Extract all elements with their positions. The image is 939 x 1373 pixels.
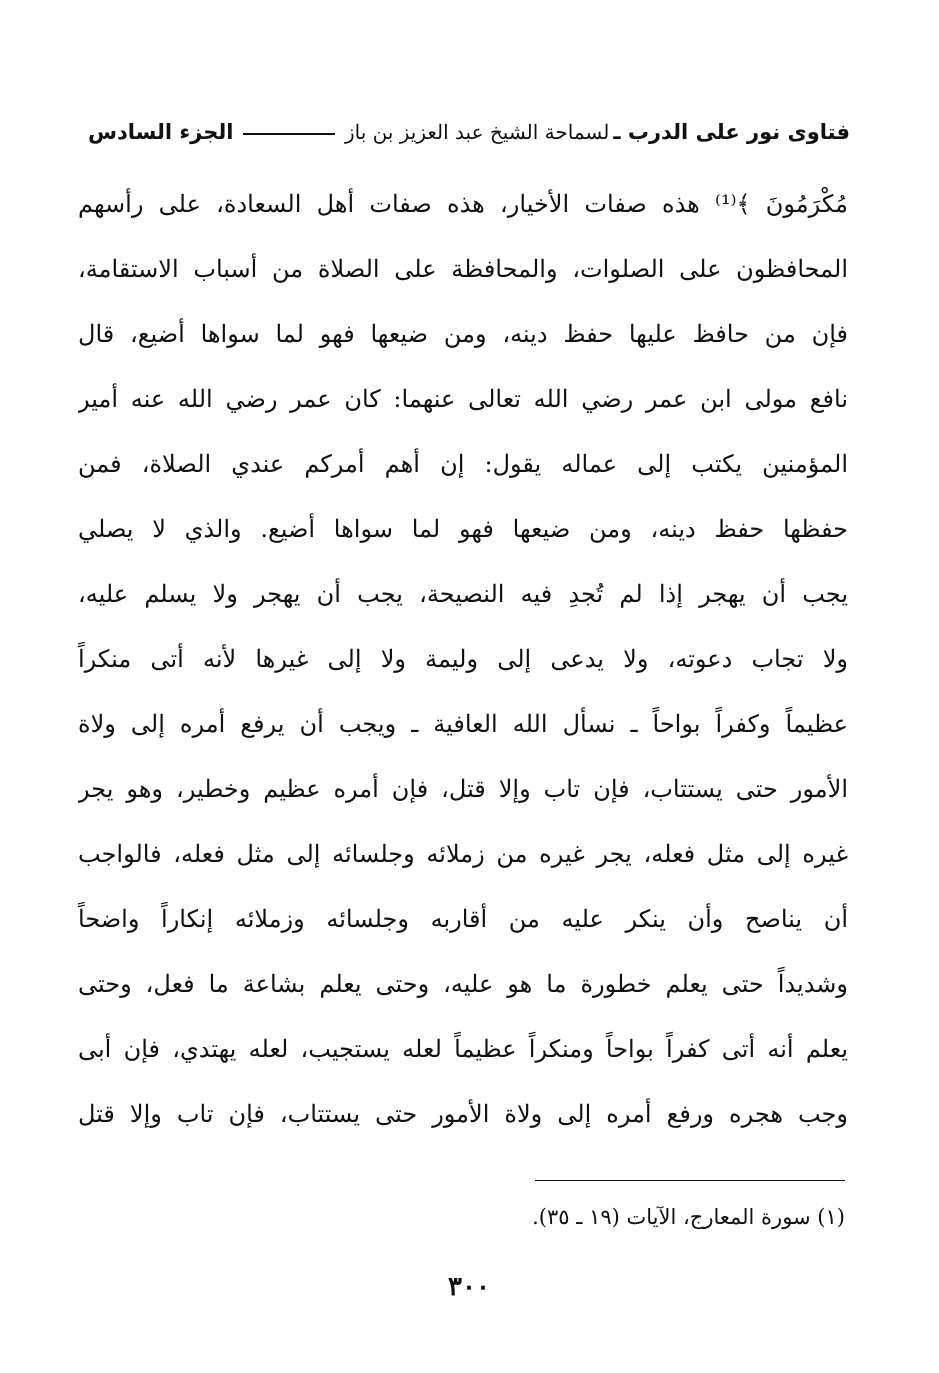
text-line: حفظها حفظ دينه، ومن ضيعها فهو لما سواها أضيع. والذي لا يصلي	[78, 515, 848, 543]
header-rule	[243, 133, 335, 135]
running-header	[88, 112, 850, 152]
text-line: وجب هجره ورفع أمره إلى ولاة الأمور حتى يستتاب، فإن تاب وإلا قتل	[78, 1100, 848, 1128]
book-title: فتاوى نور على الدرب ـ	[613, 120, 850, 144]
author-name: لسماحة الشيخ عبد العزيز بن باز	[344, 120, 610, 144]
text-line: المؤمنين يكتب إلى عماله يقول: إن أهم أمركم عندي الصلاة، فمن	[78, 450, 848, 478]
main-text	[78, 172, 848, 1147]
text-line: عظيماً وكفراً بواحاً ـ نسأل الله العافية ـ ويجب أن يرفع أمره إلى ولاة	[78, 710, 848, 738]
text-line: وشديداً حتى يعلم خطورة ما هو عليه، وحتى يعلم بشاعة ما فعل، وحتى	[78, 970, 848, 998]
text-line: أن يناصح وأن ينكر عليه من أقاربه وجلسائه وزملائه إنكاراً واضحاً	[78, 905, 848, 933]
text-line: ولا تجاب دعوته، ولا يدعى إلى وليمة ولا إلى غيرها لأنه أتى منكراً	[78, 645, 848, 673]
text-line: يجب أن يهجر إذا لم تُجدِ فيه النصيحة، يجب أن يهجر ولا يسلم عليه،	[78, 580, 848, 608]
text-line: نافع مولى ابن عمر رضي الله تعالى عنهما: كان عمر رضي الله عنه أمير	[78, 385, 848, 413]
text-line: المحافظون على الصلوات، والمحافظة على الصلاة من أسباب الاستقامة،	[78, 255, 848, 283]
text-line: يعلم أنه أتى كفراً بواحاً ومنكراً عظيماً لعله يستجيب، لعله يهتدي، فإن أبى	[78, 1035, 848, 1063]
text-line: الأمور حتى يستتاب، فإن تاب وإلا قتل، فإن أمره عظيم وخطير، وهو يجر	[78, 775, 848, 803]
text-line: فإن من حافظ عليها حفظ دينه، ومن ضيعها فهو لما سواها أضيع، قال	[78, 320, 848, 348]
volume-label: الجزء السادس	[88, 120, 234, 144]
page-number: ٣٠٠	[448, 1272, 490, 1302]
text-line: مُكْرَمُونَ ﴾⁽¹⁾ هذه صفات الأخيار، هذه صفات أهل السعادة، على رأسهم	[78, 190, 848, 218]
footnote: (١) سورة المعارج، الآيات (١٩ ـ ٣٥).	[532, 1205, 845, 1229]
footnote-separator	[535, 1180, 845, 1181]
text-line: غيره إلى مثل فعله، يجر غيره من زملائه وجلسائه إلى مثل فعله، فالواجب	[78, 840, 848, 868]
